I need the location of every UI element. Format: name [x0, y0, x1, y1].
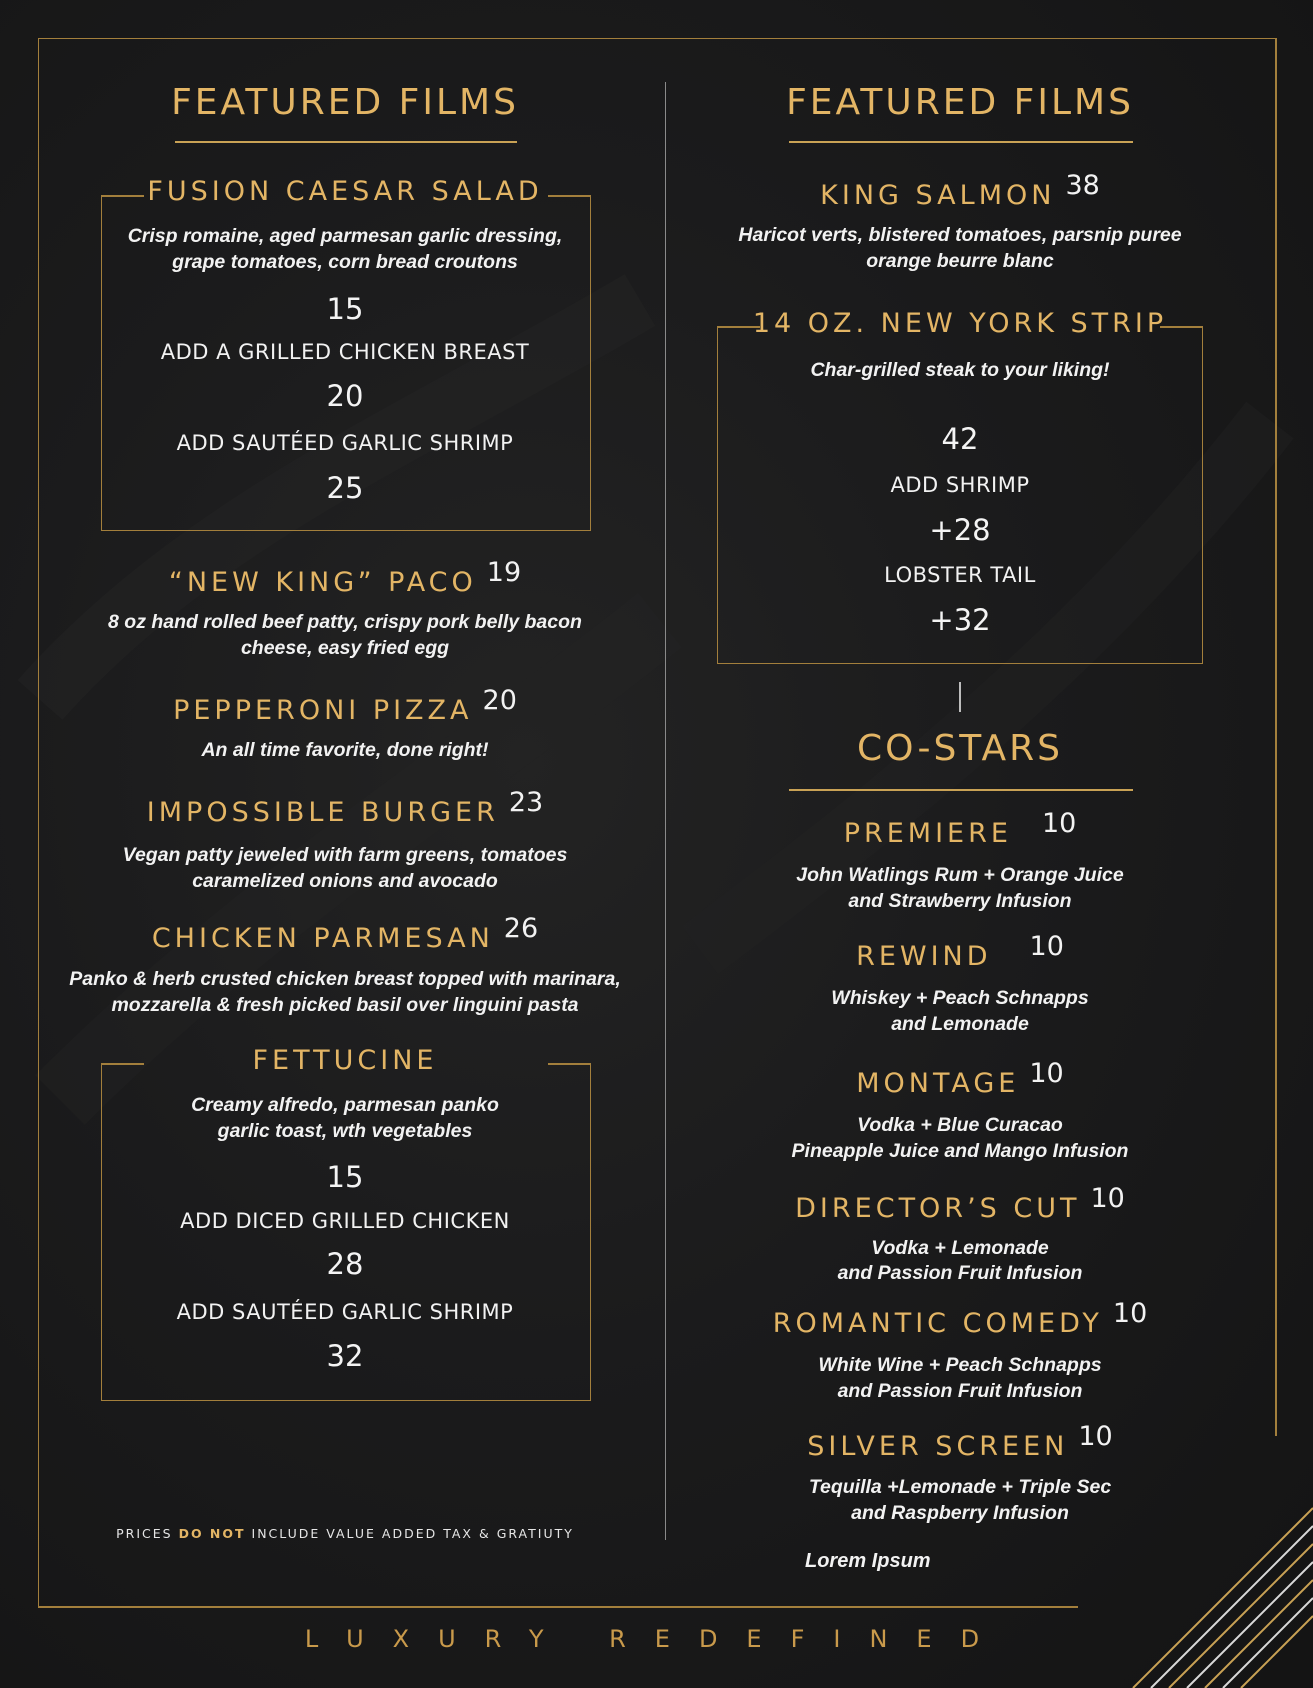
drink-description: Tequilla +Lemonade + Triple Sec	[808, 1476, 1112, 1498]
drink-description: and Lemonade	[891, 1013, 1029, 1035]
drink-price: 10	[1041, 808, 1077, 839]
drink-name-montage	[640, 1058, 1280, 1099]
drink-description: White Wine + Peach Schnapps	[818, 1354, 1102, 1376]
dish-description: garlic toast, wth vegetables	[217, 1120, 473, 1142]
drink-name-rewind	[640, 931, 1280, 972]
addon-price: 20	[326, 379, 364, 413]
dish-price: 42	[941, 422, 979, 456]
dish-name-text: KING SALMON	[820, 180, 1056, 211]
drink-name-text: PREMIERE	[843, 818, 1012, 849]
dish-name-new-york-strip: 14 OZ. NEW YORK STRIP	[752, 308, 1168, 339]
drink-name-text: SILVER SCREEN	[807, 1431, 1069, 1462]
dish-name-text: CHICKEN PARMESAN	[151, 923, 494, 954]
addon-option: ADD SAUTÉED GARLIC SHRIMP	[176, 1300, 514, 1324]
dish-name-chicken-parmesan	[25, 913, 665, 954]
drink-description: Pineapple Juice and Mango Infusion	[791, 1140, 1129, 1162]
dish-description: cheese, easy fried egg	[240, 637, 450, 659]
dish-description: caramelized onions and avocado	[192, 870, 498, 892]
disclaimer-text: PRICES	[116, 1526, 179, 1541]
dish-price: 26	[503, 913, 539, 944]
addon-option: ADD DICED GRILLED CHICKEN	[180, 1209, 510, 1233]
dish-price: 23	[508, 787, 544, 818]
addon-price: 28	[326, 1247, 364, 1281]
drink-description: John Watlings Rum + Orange Juice	[796, 864, 1124, 886]
drink-name-premiere	[640, 808, 1280, 849]
drink-price: 10	[1090, 1183, 1125, 1214]
section-header-co-stars: CO-STARS	[856, 728, 1063, 769]
drink-name-directors-cut	[640, 1183, 1280, 1224]
tax-disclaimer	[25, 1526, 665, 1541]
header-underline	[175, 141, 517, 143]
dish-name-pepperoni-pizza	[25, 685, 665, 726]
dish-name-new-king-paco	[25, 557, 665, 598]
dish-name-king-salmon	[640, 170, 1280, 211]
addon-price: 25	[326, 471, 364, 505]
disclaimer-emphasis: DO NOT	[178, 1526, 246, 1541]
right-menu-column	[640, 0, 1280, 1688]
section-header-featured-films: FEATURED FILMS	[786, 82, 1134, 123]
drink-price: 10	[1078, 1421, 1113, 1452]
drink-name-text: ROMANTIC COMEDY	[772, 1308, 1103, 1339]
addon-price: +28	[929, 513, 991, 547]
dish-price: 38	[1065, 170, 1100, 201]
dish-description: orange beurre blanc	[866, 250, 1054, 272]
tagline-luxury-redefined: LUXURY REDEFINED	[304, 1625, 1009, 1653]
drink-description: Vodka + Blue Curacao	[857, 1114, 1063, 1136]
left-menu-column	[25, 0, 665, 1688]
addon-option: ADD SHRIMP	[890, 473, 1030, 497]
dish-price: 19	[486, 557, 522, 588]
dish-price: 15	[326, 292, 364, 326]
header-underline	[789, 141, 1133, 143]
drink-name-text: REWIND	[856, 941, 992, 972]
dish-name-text: “NEW KING” PACO	[168, 567, 477, 598]
dish-description: An all time favorite, done right!	[201, 739, 489, 761]
section-header-featured-films: FEATURED FILMS	[171, 82, 519, 123]
dish-name-text: IMPOSSIBLE BURGER	[146, 797, 499, 828]
drink-description: Vodka + Lemonade	[871, 1237, 1049, 1259]
section-divider-tick	[959, 682, 961, 712]
drink-price: 10	[1029, 931, 1064, 962]
dish-description: Vegan patty jeweled with farm greens, tomatoes	[122, 844, 568, 866]
drink-price: 10	[1029, 1058, 1064, 1089]
dish-name-impossible-burger	[25, 787, 665, 828]
drink-price: 10	[1112, 1298, 1148, 1329]
disclaimer-text: INCLUDE VALUE ADDED TAX & GRATIUTY	[245, 1526, 574, 1541]
addon-option: ADD A GRILLED CHICKEN BREAST	[160, 340, 530, 364]
dish-price: 15	[326, 1160, 364, 1194]
lorem-ipsum-text: Lorem Ipsum	[805, 1550, 931, 1572]
dish-description: mozzarella & fresh picked basil over linguini pasta	[111, 994, 579, 1016]
drink-description: and Passion Fruit Infusion	[837, 1262, 1083, 1284]
drink-name-romantic-comedy	[640, 1298, 1280, 1339]
drink-name-text: DIRECTOR’S CUT	[795, 1193, 1081, 1224]
drink-name-text: MONTAGE	[856, 1068, 1020, 1099]
dish-name-fusion-caesar-salad: FUSION CAESAR SALAD	[147, 176, 543, 207]
dish-description: Creamy alfredo, parmesan panko	[191, 1094, 499, 1116]
addon-price: 32	[326, 1339, 364, 1373]
drink-description: Whiskey + Peach Schnapps	[831, 987, 1089, 1009]
header-underline	[789, 789, 1133, 791]
dish-description: Panko & herb crusted chicken breast topped with marinara,	[69, 968, 621, 990]
dish-name-fettucine: FETTUCINE	[252, 1045, 438, 1076]
drink-description: and Strawberry Infusion	[848, 890, 1072, 912]
dish-description: Crisp romaine, aged parmesan garlic dressing,	[127, 225, 563, 247]
dish-description: Char-grilled steak to your liking!	[810, 359, 1110, 381]
dish-description: grape tomatoes, corn bread croutons	[172, 251, 518, 273]
addon-price: +32	[929, 603, 991, 637]
dish-description: Haricot verts, blistered tomatoes, parsnip puree	[738, 224, 1182, 246]
addon-option: ADD SAUTÉED GARLIC SHRIMP	[176, 431, 514, 455]
dish-name-text: PEPPERONI PIZZA	[173, 695, 473, 726]
drink-description: and Passion Fruit Infusion	[837, 1380, 1083, 1402]
drink-name-silver-screen	[640, 1421, 1280, 1462]
drink-description: and Raspberry Infusion	[851, 1502, 1069, 1524]
addon-option: LOBSTER TAIL	[884, 563, 1036, 587]
dish-price: 20	[482, 685, 517, 716]
dish-description: 8 oz hand rolled beef patty, crispy pork belly bacon	[108, 611, 582, 633]
